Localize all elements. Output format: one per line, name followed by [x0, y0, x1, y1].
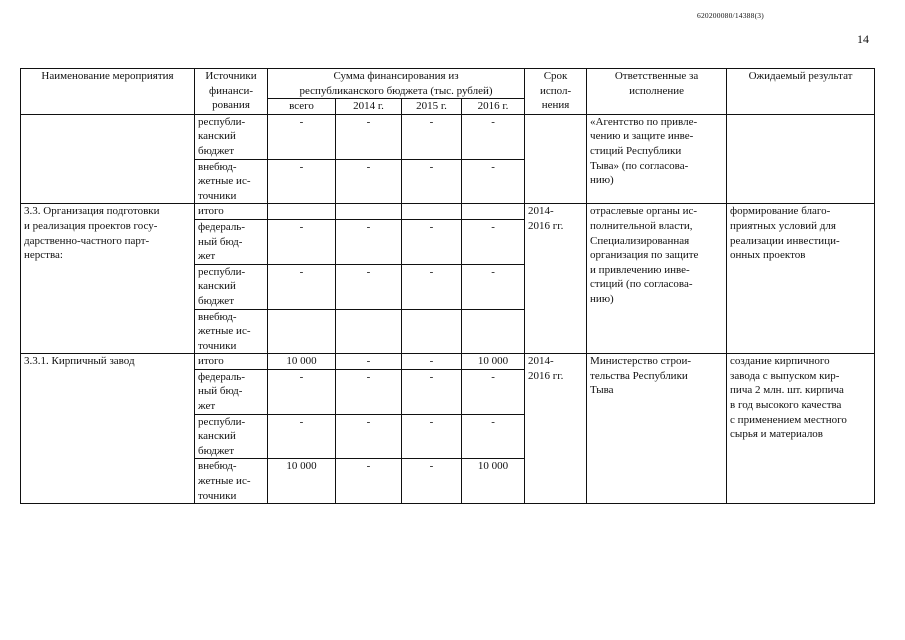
- source-cell: итого: [195, 204, 268, 220]
- financing-table: [20, 68, 875, 504]
- amount-2014-cell: -: [336, 369, 402, 414]
- amount-2015-cell: -: [402, 459, 462, 504]
- amount-2015-cell: -: [402, 369, 462, 414]
- amount-2014-cell: -: [336, 159, 402, 204]
- document-code: 620200080/14388(3): [697, 11, 764, 20]
- amount-2015-cell: -: [402, 114, 462, 159]
- responsible-cell: отраслевые органы ис- полнительной власти, Специализированная организация по защите и привлечению инве- стиций (по согласова- нию): [587, 204, 727, 354]
- amount-total-cell: -: [268, 414, 336, 459]
- amount-total-cell: -: [268, 114, 336, 159]
- amount-total-cell: -: [268, 219, 336, 264]
- amount-2015-cell: -: [402, 264, 462, 309]
- amount-2015-cell: -: [402, 219, 462, 264]
- activity-name-cell: [21, 114, 195, 204]
- source-cell: федераль- ный бюд- жет: [195, 219, 268, 264]
- amount-2015-cell: -: [402, 159, 462, 204]
- amount-2016-cell: -: [462, 219, 525, 264]
- amount-2014-cell: -: [336, 219, 402, 264]
- amount-2015-cell: -: [402, 354, 462, 370]
- table-row: [21, 114, 875, 159]
- amount-2014-cell: -: [336, 114, 402, 159]
- header-2015: 2015 г.: [402, 99, 462, 115]
- table-row: [21, 354, 875, 370]
- amount-total-cell: -: [268, 264, 336, 309]
- amount-2014-cell: -: [336, 354, 402, 370]
- amount-total-cell: -: [268, 369, 336, 414]
- term-cell: 2014- 2016 гг.: [525, 204, 587, 354]
- amount-total-cell: 10 000: [268, 459, 336, 504]
- page-number: 14: [857, 32, 869, 46]
- amount-2014-cell: [336, 309, 402, 354]
- source-cell: внебюд- жетные ис- точники: [195, 159, 268, 204]
- amount-total-cell: 10 000: [268, 354, 336, 370]
- amount-2016-cell: -: [462, 114, 525, 159]
- amount-2016-cell: 10 000: [462, 354, 525, 370]
- expected-result-cell: [727, 114, 875, 204]
- table-row: [21, 204, 875, 220]
- amount-2015-cell: [402, 309, 462, 354]
- expected-result-cell: создание кирпичного завода с выпуском кир- пича 2 млн. шт. кирпича в год высокого качества с применением местного сырья и материалов: [727, 354, 875, 504]
- amount-total-cell: -: [268, 159, 336, 204]
- responsible-cell: «Агентство по привле- чению и защите инве- стиций Республики Тыва» (по согласова- нию): [587, 114, 727, 204]
- amount-2014-cell: -: [336, 264, 402, 309]
- header-total: всего: [268, 99, 336, 115]
- amount-total-cell: [268, 204, 336, 220]
- header-responsible: Ответственные за исполнение: [587, 69, 727, 115]
- amount-2014-cell: [336, 204, 402, 220]
- header-2014: 2014 г.: [336, 99, 402, 115]
- term-cell: 2014- 2016 гг.: [525, 354, 587, 504]
- header-2016: 2016 г.: [462, 99, 525, 115]
- source-cell: внебюд- жетные ис- точники: [195, 459, 268, 504]
- amount-2014-cell: -: [336, 414, 402, 459]
- amount-2016-cell: -: [462, 369, 525, 414]
- amount-2015-cell: -: [402, 414, 462, 459]
- term-cell: [525, 114, 587, 204]
- table-header-row: [21, 69, 875, 99]
- expected-result-cell: формирование благо- приятных условий для реализации инвестици- онных проектов: [727, 204, 875, 354]
- amount-2016-cell: 10 000: [462, 459, 525, 504]
- source-cell: федераль- ный бюд- жет: [195, 369, 268, 414]
- amount-2016-cell: [462, 309, 525, 354]
- activity-name-cell: 3.3.1. Кирпичный завод: [21, 354, 195, 504]
- source-cell: итого: [195, 354, 268, 370]
- header-result: Ожидаемый результат: [727, 69, 875, 115]
- header-term: Срок испол- нения: [525, 69, 587, 115]
- amount-2016-cell: -: [462, 264, 525, 309]
- activity-name-cell: 3.3. Организация подготовки и реализация проектов госу- дарственно-частного парт- нерства:: [21, 204, 195, 354]
- amount-2014-cell: -: [336, 459, 402, 504]
- amount-2015-cell: [402, 204, 462, 220]
- header-sum-group: Сумма финансирования из республиканского бюджета (тыс. рублей): [268, 69, 525, 99]
- source-cell: внебюд- жетные ис- точники: [195, 309, 268, 354]
- source-cell: республи- канский бюджет: [195, 114, 268, 159]
- header-name: Наименование мероприятия: [21, 69, 195, 115]
- table-body: [21, 114, 875, 503]
- header-sources: Источники финанси- рования: [195, 69, 268, 115]
- amount-2016-cell: -: [462, 159, 525, 204]
- source-cell: республи- канский бюджет: [195, 414, 268, 459]
- amount-2016-cell: -: [462, 414, 525, 459]
- responsible-cell: Министерство строи- тельства Республики Тыва: [587, 354, 727, 504]
- amount-total-cell: [268, 309, 336, 354]
- amount-2016-cell: [462, 204, 525, 220]
- source-cell: республи- канский бюджет: [195, 264, 268, 309]
